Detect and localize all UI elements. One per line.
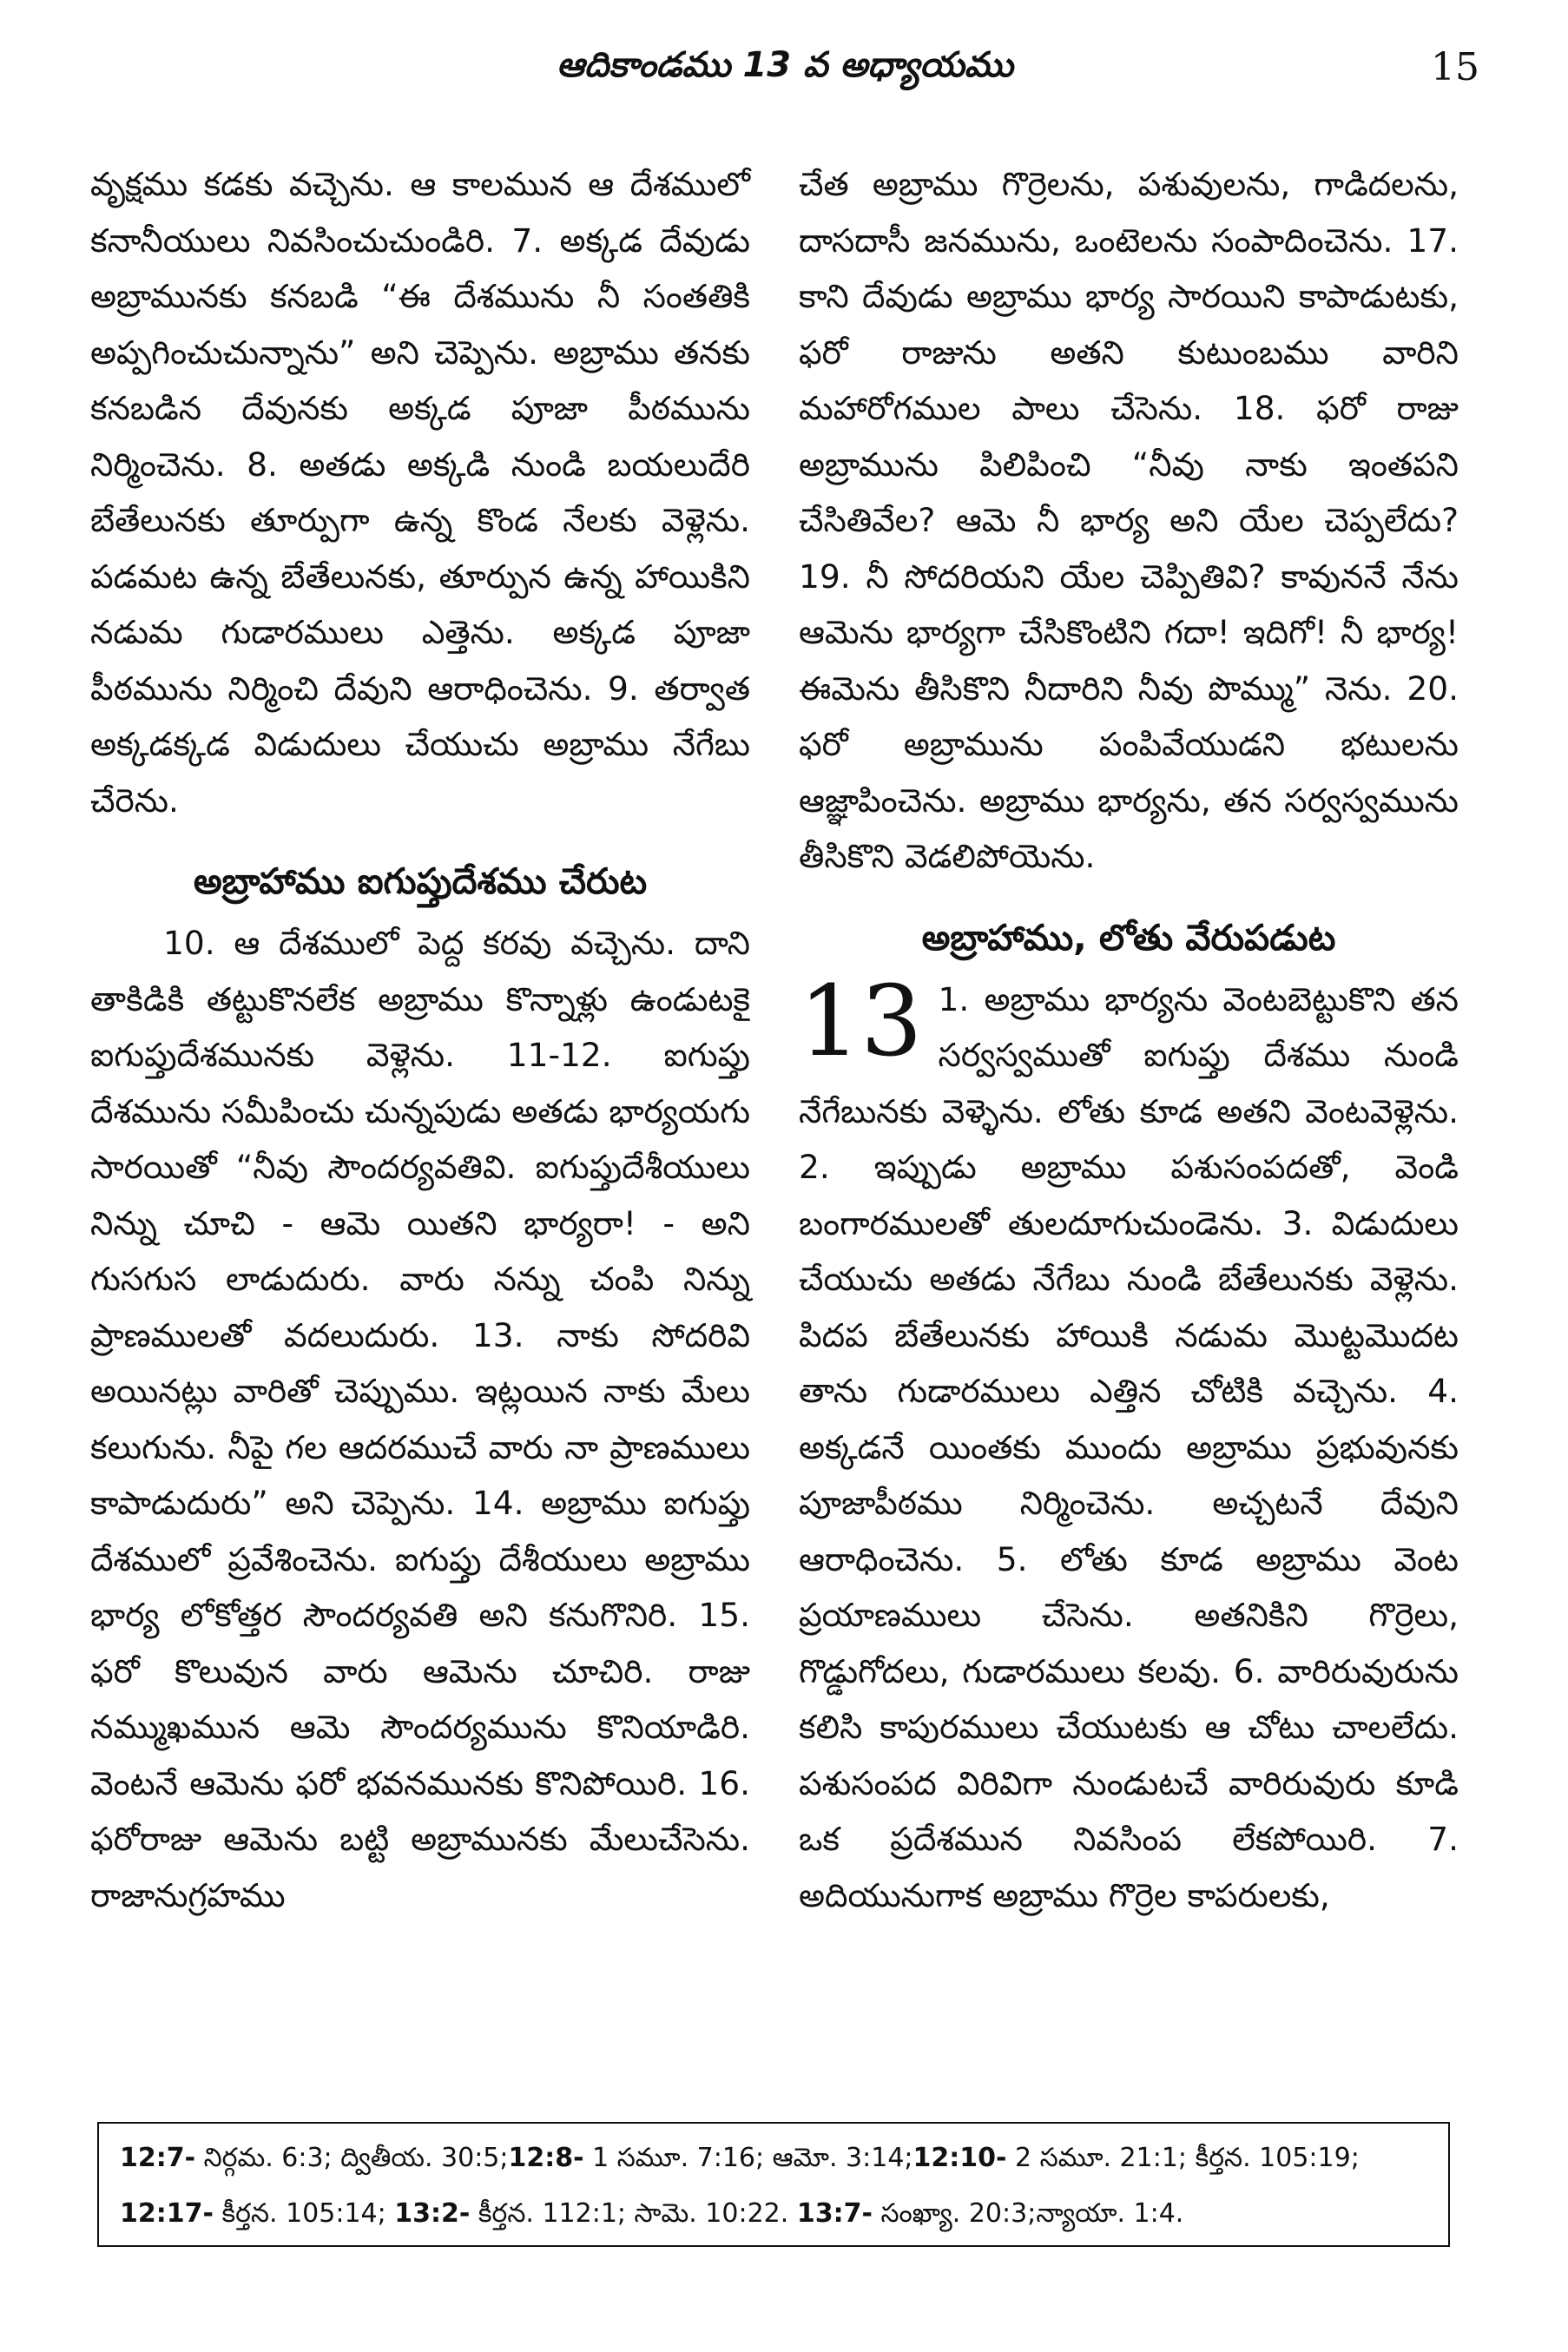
reference-text: నిర్గమ. 6:3; ద్వితీయ. 30:5; bbox=[195, 2143, 509, 2173]
reference-label: 13:2- bbox=[394, 2198, 471, 2229]
right-column bbox=[799, 156, 1459, 1923]
paragraph-text: 1. అబ్రాము భార్యను వెంటబెట్టుకొని తన సర్వస్వముతో ఐగుప్తు దేశము నుండి నేగేబునకు వెళ్ళెను. లోతు కూడ అతని వెంటవెళ్లెను. 2. ఇప్పుడు అబ్రాము పశుసంపదతో, వెండి బంగారములతో తులదూగుచుండెను. 3. విడుదులు చేయుచు అతడు నేగేబు నుండి బేతేలునకు వెళ్లెను. పిదప బేతేలునకు హాయికి నడుమ మొట్టమొదట తాను గుడారములు ఎత్తిన చోటికి వచ్చెను. 4. అక్కడనే యింతకు ముందు అబ్రాము ప్రభువునకు పూజాపీఠము నిర్మించెను. అచ్చటనే దేవుని ఆరాధించెను. 5. లోతు కూడ అబ్రాము వెంట ప్రయాణములు చేసెను. అతనికిని గొర్రెలు, గొడ్డుగోదలు, గుడారములు కలవు. 6. వారిరువురును కలిసి కాపురములు చేయుటకు ఆ చోటు చాలలేదు. పశుసంపద విరివిగా నుండుటచే వారిరువురు కూడి ఒక ప్రదేశమున నివసింప లేకపోయిరి. 7. అదియునుగాక అబ్రాము గొర్రెల కాపరులకు, bbox=[799, 979, 1459, 1914]
paragraph bbox=[799, 965, 1459, 1924]
reference-label: 12:7- bbox=[120, 2143, 196, 2173]
page-number: 15 bbox=[1431, 45, 1479, 89]
chapter-number: 13 bbox=[799, 965, 923, 1078]
reference-text: సంఖ్యా. 20:3;న్యాయా. 1:4. bbox=[872, 2198, 1184, 2229]
reference-label: 12:10- bbox=[912, 2143, 1007, 2173]
paragraph: వృక్షము కడకు వచ్చెను. ఆ కాలమున ఆ దేశములో కనానీయులు నివసించుచుండిరి. 7. అక్కడ దేవుడు అబ్రామునకు కనబడి “ఈ దేశమును నీ సంతతికి అప్పగించుచున్నాను” అని చెప్పెను. అబ్రాము తనకు కనబడిన దేవునకు అక్కడ పూజా పీఠమును నిర్మించెను. 8. అతడు అక్కడి నుండి బయలుదేరి బేతేలునకు తూర్పుగా ఉన్న కొండ నేలకు వెళ్లెను. పడమట ఉన్న బేతేలునకు, తూర్పున ఉన్న హాయికిని నడుమ గుడారములు ఎత్తెను. అక్కడ పూజా పీఠమును నిర్మించి దేవుని ఆరాధించెను. 9. తర్వాత అక్కడక్కడ విడుదులు చేయుచు అబ్రాము నేగేబు చేరెను. bbox=[90, 165, 750, 820]
reference-label: 12:17- bbox=[120, 2198, 214, 2229]
cross-reference-box bbox=[97, 2122, 1450, 2247]
reference-text: కీర్తన. 112:1; సామె. 10:22. bbox=[470, 2198, 797, 2229]
left-column bbox=[90, 156, 750, 1923]
page-title: ఆదికాండము 13 వ అధ్యాయము bbox=[557, 45, 1013, 85]
paragraph: 10. ఆ దేశములో పెద్ద కరవు వచ్చెను. దాని తాకిడికి తట్టుకొనలేక అబ్రాము కొన్నాళ్లు ఉండుటకై ఐగుప్తుదేశమునకు వెళ్లెను. 11-12. ఐగుప్తు దేశమును సమీపించు చున్నపుడు అతడు భార్యయగు సారయితో “నీవు సౌందర్యవతివి. ఐగుప్తుదేశీయులు నిన్ను చూచి - ఆమె యితని భార్యరా! - అని గుసగుస లాడుదురు. వారు నన్ను చంపి నిన్ను ప్రాణములతో వదలుదురు. 13. నాకు సోదరివి అయినట్లు వారితో చెప్పుము. ఇట్లయిన నాకు మేలు కలుగును. నీపై గల ఆదరముచే వారు నా ప్రాణములు కాపాడుదురు” అని చెప్పెను. 14. అబ్రాము ఐగుప్తు దేశములో ప్రవేశించెను. ఐగుప్తు దేశీయులు అబ్రాము భార్య లోకోత్తర సౌందర్యవతి అని కనుగొనిరి. 15. ఫరో కొలువున వారు ఆమెను చూచిరి. రాజు నమ్ముఖమున ఆమె సౌందర్యమును కొనియాడిరి. వెంటనే ఆమెను ఫరో భవనమునకు కొనిపోయిరి. 16. ఫరోరాజు ఆమెను బట్టి అబ్రామునకు మేలుచేసెను. రాజానుగ్రహము bbox=[90, 924, 750, 1914]
reference-label: 13:7- bbox=[796, 2198, 873, 2229]
section-heading: అబ్రాహాము ఐగుప్తుదేశము చేరుట bbox=[193, 860, 648, 902]
reference-text: కీర్తన. 105:14; bbox=[213, 2198, 395, 2229]
reference-text: 2 సమూ. 21:1; కీర్తన. 105:19; bbox=[1006, 2143, 1360, 2173]
section-heading: అబ్రాహాము, లోతు వేరుపడుట bbox=[921, 916, 1336, 959]
reference-text: 1 సమూ. 7:16; ఆమో. 3:14; bbox=[583, 2143, 913, 2173]
page-header bbox=[90, 45, 1479, 106]
paragraph: చేత అబ్రాము గొర్రెలను, పశువులను, గాడిదలను, దాసదాసీ జనమును, ఒంటెలను సంపాదించెను. 17. కాని దేవుడు అబ్రాము భార్య సారయిని కాపాడుటకు, ఫరో రాజును అతని కుటుంబము వారిని మహారోగముల పాలు చేసెను. 18. ఫరో రాజు అబ్రామును పిలిపించి “నీవు నాకు ఇంతపని చేసితివేల? ఆమె నీ భార్య అని యేల చెప్పలేదు? 19. నీ సోదరియని యేల చెప్పితివి? కావుననే నేను ఆమెను భార్యగా చేసికొంటిని గదా! ఇదిగో! నీ భార్య! ఈమెను తీసికొని నీదారిని నీవు పొమ్ము” నెను. 20. ఫరో అబ్రామును పంపివేయుడని భటులను ఆజ్ఞాపించెను. అబ్రాము భార్యను, తన సర్వస్వమును తీసికొని వెడలిపోయెను. bbox=[799, 165, 1459, 875]
reference-label: 12:8- bbox=[508, 2143, 584, 2173]
